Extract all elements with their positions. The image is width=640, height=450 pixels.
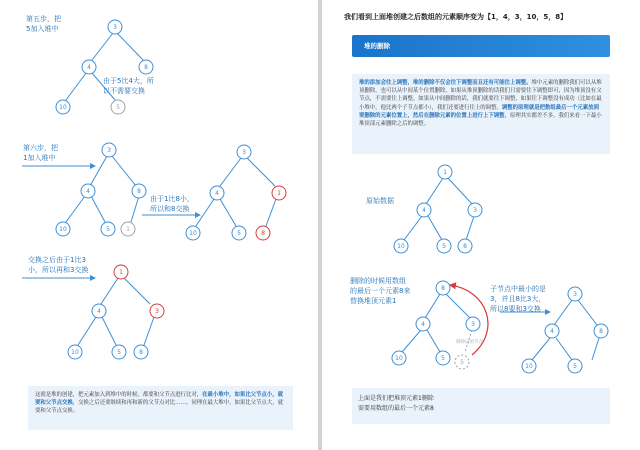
step5-note-line2: 以不需要交换 xyxy=(103,87,145,95)
svg-text:3: 3 xyxy=(242,149,246,156)
svg-text:8: 8 xyxy=(144,64,148,71)
svg-text:4: 4 xyxy=(422,207,426,214)
svg-text:5: 5 xyxy=(106,226,110,233)
svg-text:10: 10 xyxy=(395,355,403,362)
svg-text:3: 3 xyxy=(471,321,475,328)
svg-text:5: 5 xyxy=(237,230,241,237)
step5-line1: 第五步，把 xyxy=(26,15,61,23)
svg-text:5: 5 xyxy=(441,355,445,362)
svg-text:4: 4 xyxy=(215,190,219,197)
swap-note xyxy=(28,255,88,275)
child-note xyxy=(490,284,546,314)
svg-text:10: 10 xyxy=(189,230,197,237)
svg-text:10: 10 xyxy=(59,226,67,233)
svg-text:8: 8 xyxy=(463,243,467,250)
svg-text:4: 4 xyxy=(87,64,91,71)
svg-text:10: 10 xyxy=(397,243,405,250)
left-page xyxy=(0,0,318,450)
section-title: 堆的删除 xyxy=(364,42,390,50)
svg-text:3: 3 xyxy=(473,207,477,214)
right-page xyxy=(322,0,640,450)
child-note-line3: 所以8要和3交换 xyxy=(490,305,541,313)
right-edges xyxy=(402,178,599,360)
left-callout-bold-1: 在最小堆中，如果比父节点小，就要和父节点交换 xyxy=(35,392,283,407)
svg-text:1: 1 xyxy=(277,190,281,197)
svg-text:8: 8 xyxy=(139,349,143,356)
step6-line2: 1加入堆中 xyxy=(23,154,56,162)
left-diagrams xyxy=(0,0,318,450)
bottom-text xyxy=(358,394,434,414)
step6-note-line2: 所以和8交换 xyxy=(150,205,190,213)
original-data-label: 原始数据 xyxy=(366,197,394,205)
left-callout xyxy=(28,386,293,430)
svg-text:8: 8 xyxy=(137,188,141,195)
svg-text:4: 4 xyxy=(421,321,425,328)
swap-note-line1: 交换之后由于1比3 xyxy=(28,256,86,264)
right-diagrams xyxy=(322,0,640,450)
svg-text:5: 5 xyxy=(116,104,120,111)
child-note-line2: 3，并且8比3大， xyxy=(490,295,546,303)
left-callout-text-1: 这就是堆的创建，把元素加入到堆中的时候，都要和父节点进行比对， xyxy=(35,392,203,398)
step6-line1: 第六步，把 xyxy=(23,144,58,152)
step5-line2: 5加入堆中 xyxy=(26,25,59,33)
svg-text:1: 1 xyxy=(119,269,123,276)
right-nodes xyxy=(392,165,608,373)
step5-label xyxy=(26,14,61,34)
svg-text:4: 4 xyxy=(97,308,101,315)
removed-node-tag: 移除后的节点 xyxy=(456,340,483,345)
svg-text:1: 1 xyxy=(126,226,130,233)
svg-text:4: 4 xyxy=(86,188,90,195)
step6-note-line1: 由于1比8小， xyxy=(150,195,194,203)
svg-text:3: 3 xyxy=(113,24,117,31)
bottom-text-line2: 需要用数组的最后一个元素8 xyxy=(358,405,434,412)
child-note-line1: 子节点中最小的是 xyxy=(490,285,546,293)
delete-note-line1: 删除的时候用数组 xyxy=(350,277,406,285)
svg-text:10: 10 xyxy=(59,104,67,111)
svg-text:5: 5 xyxy=(573,363,577,370)
left-callout-text-2: ，交换之后还要继续和再和新的父节点对比……，同理在最大堆中，如果比父节点大，就要和父节点交换。 xyxy=(35,400,283,415)
bottom-callout xyxy=(352,388,610,424)
svg-text:3: 3 xyxy=(573,291,577,298)
svg-text:3: 3 xyxy=(155,308,159,315)
swap-note-line2: 小，所以再和3交换 xyxy=(28,266,89,274)
svg-text:5: 5 xyxy=(460,359,464,366)
right-callout-bold-1: 堆的添加会往上调整，堆的删除不仅会往下调整而且还有可能往上调整。 xyxy=(359,80,532,86)
svg-text:10: 10 xyxy=(525,363,533,370)
svg-text:8: 8 xyxy=(261,230,265,237)
step5-note xyxy=(103,76,154,96)
step6-label xyxy=(23,143,58,163)
delete-note-line3: 替换堆顶元素1 xyxy=(350,297,397,305)
svg-text:10: 10 xyxy=(71,349,79,356)
svg-text:8: 8 xyxy=(599,328,603,335)
svg-text:4: 4 xyxy=(550,328,554,335)
right-callout-text-2: ，原理其实都差不多，我们来看一下最小堆顶部元素删除之后的调整。 xyxy=(359,112,602,128)
right-callout-bold-2: 调整的原理就是把数组最后一个元素放到要删除的元素位置上，然后在删除元素的位置上进行上下调整 xyxy=(359,104,599,119)
delete-note-line2: 的最后一个元素8来 xyxy=(350,287,411,295)
svg-text:1: 1 xyxy=(443,169,447,176)
array-order-heading: 我们看到上面堆创建之后数组的元素顺序变为【1，4，3，10，5，8】 xyxy=(344,13,568,21)
svg-text:8: 8 xyxy=(441,285,445,292)
right-callout-text-1: 堆中元素的删除我们可以从堆顶删除，也可以从中间某个位置删除，如果从堆顶删除的话我们只需要往下调整即可，因为堆顶没有父节点，不需要往上调整。如果从中间删除的话，我们就要往下调整，如果往下调整没有成功（比如在最小堆中，他比两个子节点都小），我们还要进行往上的调整。 xyxy=(359,80,602,111)
svg-text:5: 5 xyxy=(442,243,446,250)
step5-note-line1: 由于5比4大，所 xyxy=(103,77,154,85)
delete-note xyxy=(350,276,410,306)
svg-text:3: 3 xyxy=(107,147,111,154)
svg-text:5: 5 xyxy=(117,349,121,356)
nodes xyxy=(56,20,286,359)
step6-note xyxy=(150,194,194,214)
bottom-text-line1: 上面是我们把堆顶元素1删除 xyxy=(358,395,434,402)
